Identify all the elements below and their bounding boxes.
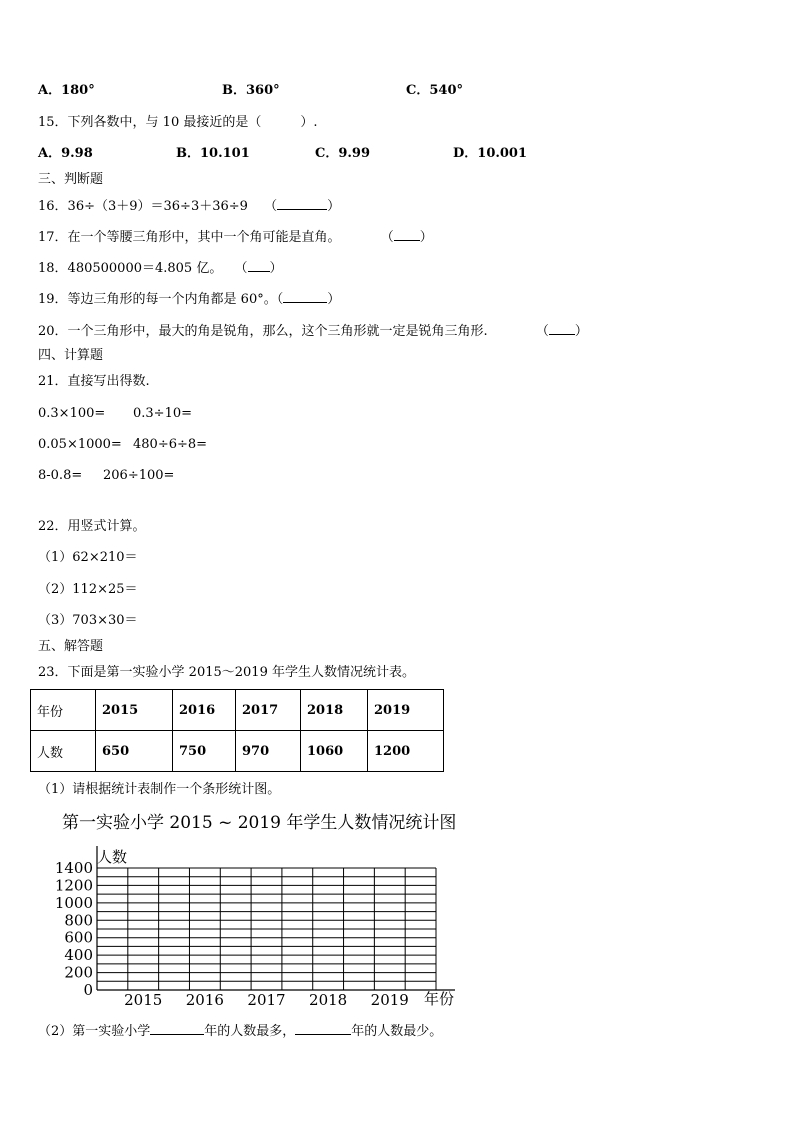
q21-item-4: 480÷6÷8= [133,437,208,452]
section-4-title: 四、计算题 [38,348,104,363]
q21-item-2: 0.3÷10= [133,406,193,421]
q18-answer-blank[interactable] [248,259,270,272]
q19-answer-blank[interactable] [283,290,327,303]
table-cell: 1060 [301,731,368,772]
q23-title: 23．下面是第一实验小学 2015～2019 年学生人数情况统计表。 [38,665,415,680]
q15-option-a: A．9.98 [38,146,93,161]
q21-title: 21．直接写出得数. [38,374,150,389]
q18 [38,259,283,278]
q22-item-1: （1）62×210＝ [38,550,138,565]
q17 [38,228,433,247]
x-tick-label: 2017 [247,991,286,1009]
x-tick-label: 2016 [185,991,224,1009]
q17-paren-close: ） [419,230,433,245]
table-cell: 2018 [301,690,368,731]
q16 [38,197,340,216]
q19-text: 19．等边三角形的每一个内角都是 60°。 [38,292,277,307]
q23-part-1: （1）请根据统计表制作一个条形统计图。 [38,782,281,797]
y-tick-label: 1400 [54,859,93,877]
y-tick-label: 0 [83,981,93,999]
q23-part-2-lead: （2）第一实验小学 [38,1024,151,1039]
table-cell: 人数 [31,731,96,772]
q23-stats-table [30,689,444,772]
y-tick-label: 1200 [54,876,93,895]
q20-answer-blank[interactable] [549,322,575,335]
table-cell: 970 [236,731,301,772]
q23-part-2-end: 年的人数最少。 [351,1024,443,1039]
section-3-title: 三、判断题 [38,172,104,187]
table-row [31,690,444,731]
q17-answer-blank[interactable] [394,228,420,241]
q18-paren-close: ） [269,261,283,276]
q16-paren-open: （ [264,199,278,214]
q15-option-d: D．10.001 [453,146,528,161]
table-cell: 750 [173,731,236,772]
table-cell: 年份 [31,690,96,731]
q21-item-1: 0.3×100= [38,406,106,421]
table-cell: 650 [96,731,173,772]
chart-axes [97,846,455,990]
q20-paren-close: ） [574,324,588,339]
q20-text: 20．一个三角形中，最大的角是锐角，那么，这个三角形就一定是锐角三角形. [38,324,488,339]
q22-item-2: （2）112×25＝ [38,582,138,597]
q17-paren-open: （ [380,230,394,245]
q14-option-c: C．540° [406,83,463,98]
q23-blank-least[interactable] [295,1022,351,1035]
q19-paren-open: （ [276,292,284,307]
table-cell: 2016 [173,690,236,731]
x-tick-label: 2015 [124,991,163,1009]
q22-title: 22．用竖式计算。 [38,519,146,534]
table-cell: 2017 [236,690,301,731]
q19-paren-close: ） [327,292,341,307]
q23-part-2 [38,1022,442,1041]
q20-paren-open: （ [535,324,549,339]
table-cell: 1200 [368,731,444,772]
chart-y-axis-label: 人数 [97,848,128,866]
chart-y-ticks [55,859,93,999]
table-cell: 2015 [96,690,173,731]
chart-x-ticks [124,991,409,1009]
chart-x-axis-label: 年份 [424,990,455,1008]
q20 [38,322,588,341]
q22-item-3: （3）703×30＝ [38,613,138,628]
q16-text: 16．36÷（3＋9）＝36÷3＋36÷9 [38,199,248,214]
q21-item-6: 206÷100= [103,468,175,483]
q17-text: 17．在一个等腰三角形中，其中一个角可能是直角。 [38,230,341,245]
y-tick-label: 600 [64,928,93,947]
q14-option-a: A．180° [38,83,95,98]
q15-question: 15．下列各数中，与 10 最接近的是（ ）. [38,115,318,130]
q15-option-b: B．10.101 [176,146,250,161]
q21-item-5: 8-0.8= [38,468,83,483]
table-cell: 2019 [368,690,444,731]
chart-grid-lines [97,868,436,990]
q14-option-b: B．360° [222,83,280,98]
q18-text: 18．480500000＝4.805 亿。 [38,261,223,276]
chart-title: 第一实验小学 2015 ~ 2019 年学生人数情况统计图 [62,813,457,833]
x-tick-label: 2018 [309,991,348,1009]
q15-option-c: C．9.99 [315,146,371,161]
q19 [38,290,340,309]
x-tick-label: 2019 [370,991,409,1009]
y-tick-label: 1000 [54,893,93,912]
table-row [31,731,444,772]
q21-item-3: 0.05×1000= [38,437,122,452]
y-tick-label: 800 [64,911,93,930]
q18-paren-open: （ [234,261,248,276]
q23-blank-most[interactable] [150,1022,204,1035]
q16-paren-close: ） [327,199,341,214]
q16-answer-blank[interactable] [277,197,327,210]
section-5-title: 五、解答题 [38,639,104,654]
y-tick-label: 400 [64,946,93,965]
q23-part-2-mid: 年的人数最多， [204,1024,296,1039]
y-tick-label: 200 [64,963,93,982]
